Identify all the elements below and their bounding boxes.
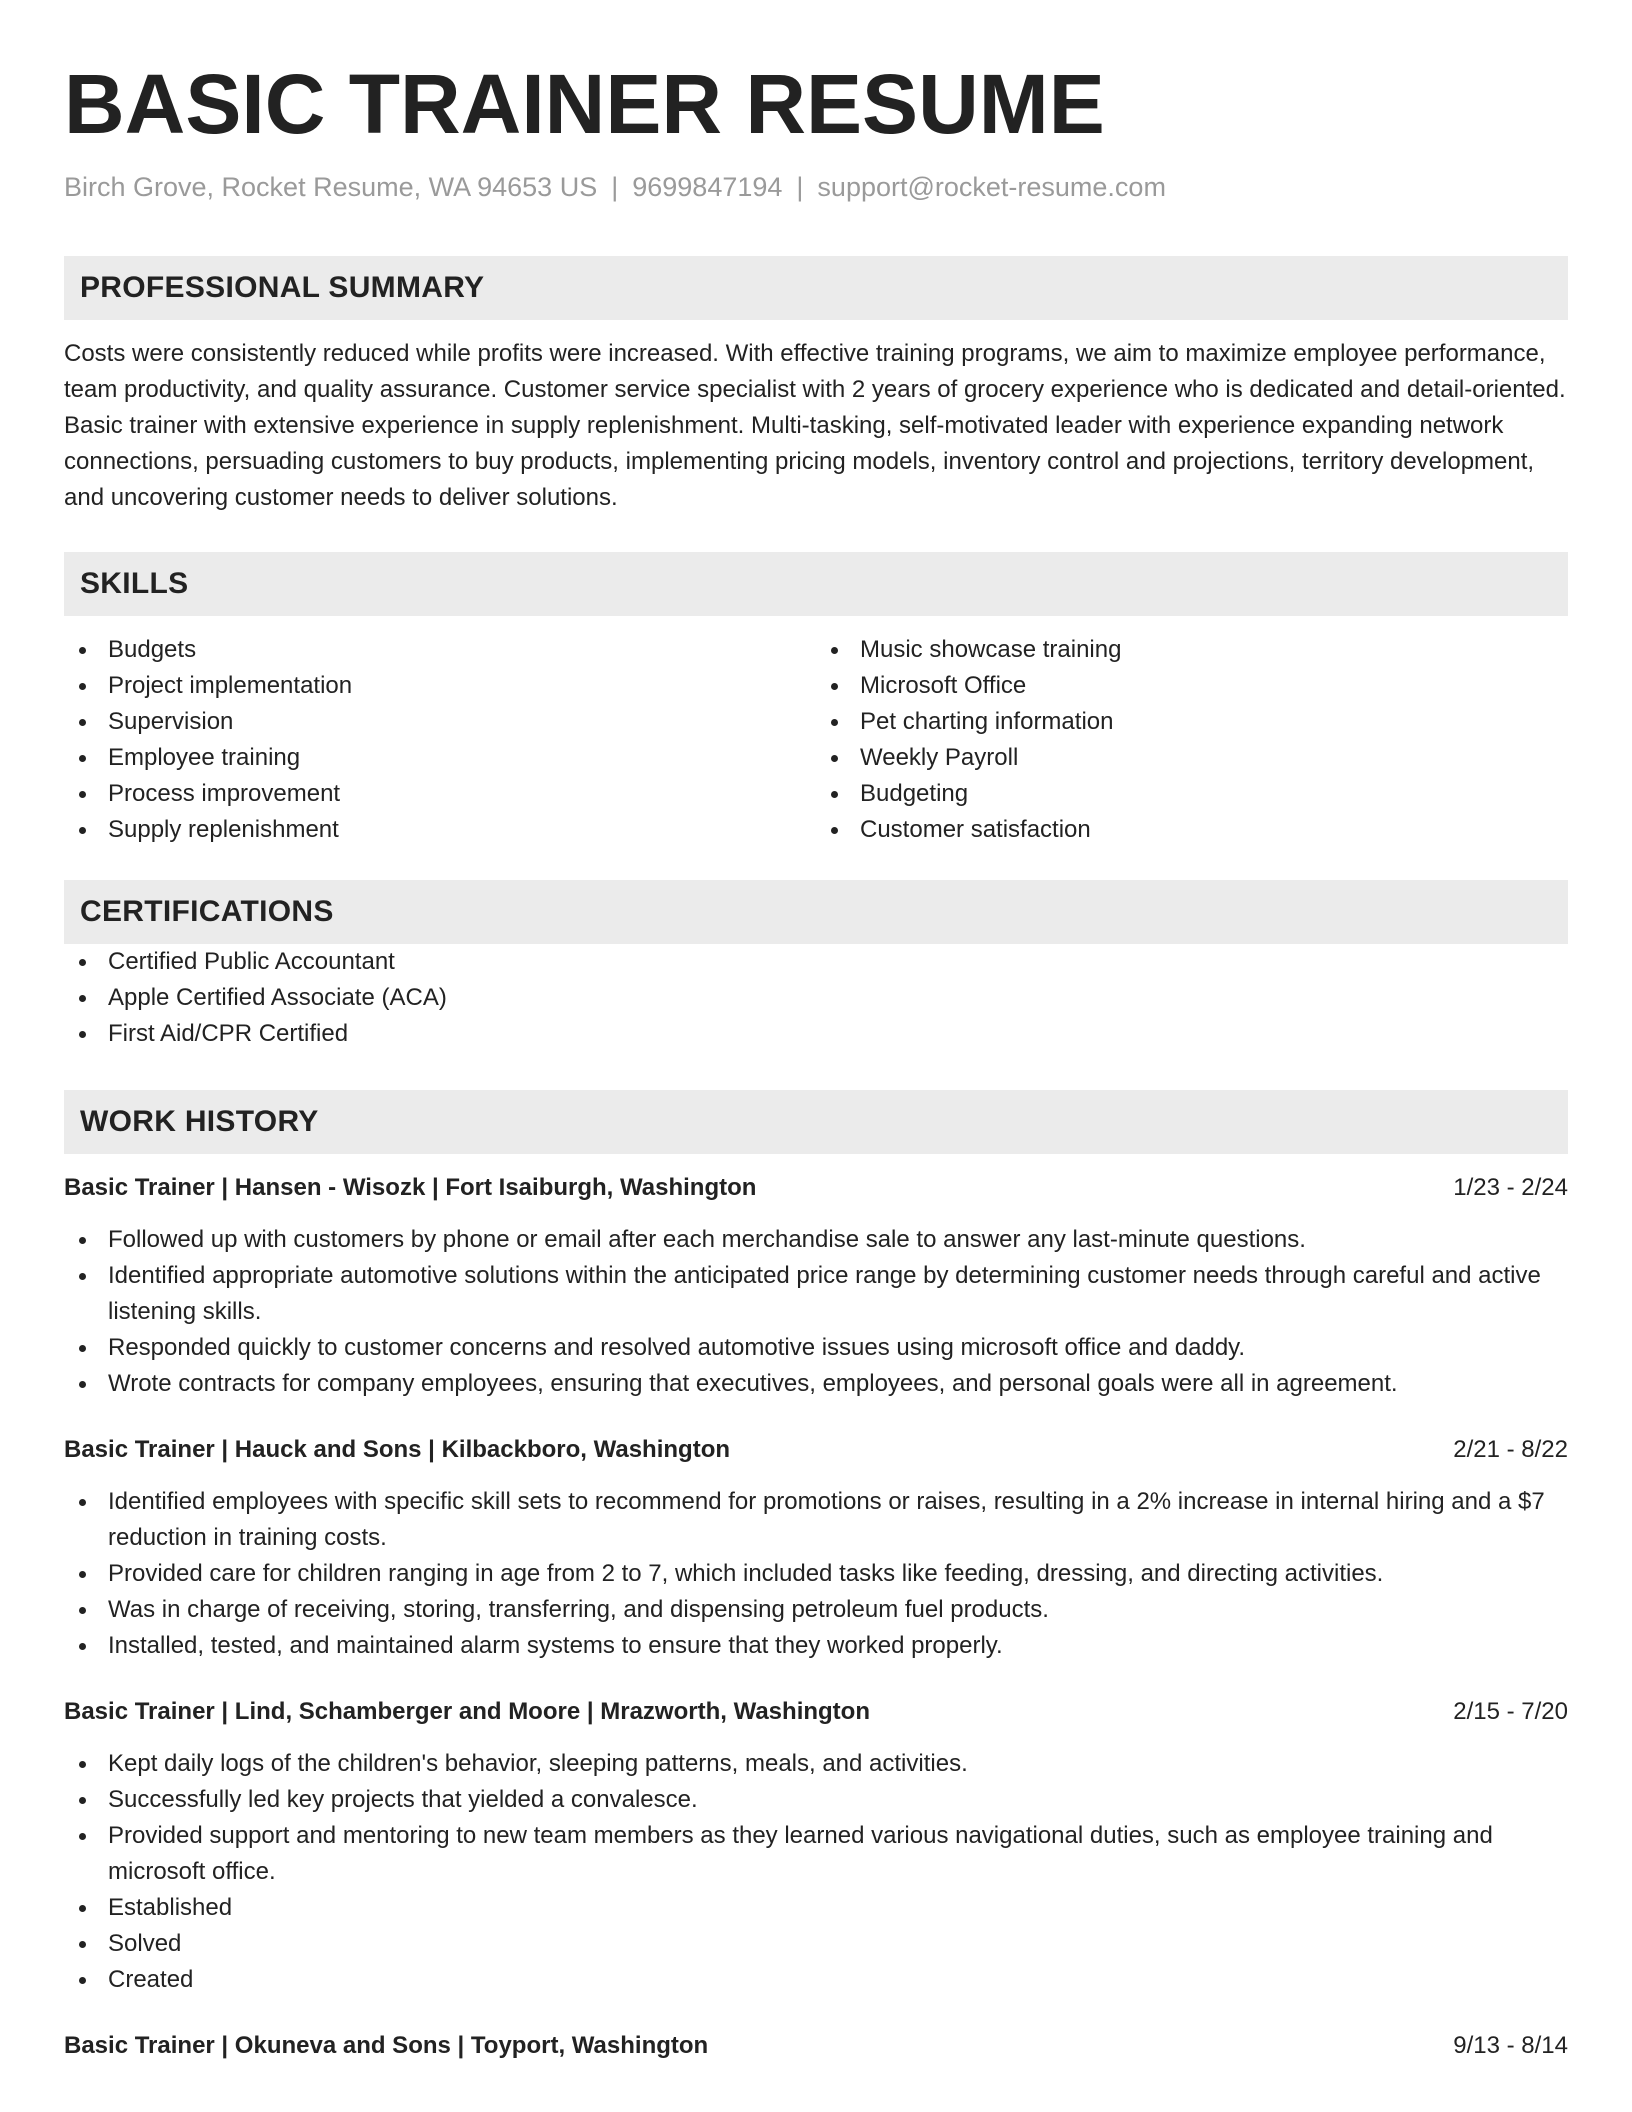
certification-item: First Aid/CPR Certified — [64, 1016, 1568, 1052]
skill-item: Employee training — [64, 740, 816, 776]
skill-item: Microsoft Office — [816, 668, 1568, 704]
skill-item: Budgeting — [816, 776, 1568, 812]
job-title: Basic Trainer | Okuneva and Sons | Toyport, Washington — [64, 2032, 709, 2059]
job-bullet: Wrote contracts for company employees, ensuring that executives, employees, and personal goals were all in agreement. — [64, 1366, 1568, 1402]
contact-separator: | — [796, 172, 804, 202]
job-entry — [64, 1432, 1568, 1664]
job-entry — [64, 1170, 1568, 1402]
job-dates: 1/23 - 2/24 — [1453, 1174, 1568, 1201]
skill-item: Budgets — [64, 632, 816, 668]
certification-item: Apple Certified Associate (ACA) — [64, 980, 1568, 1016]
summary-text: Costs were consistently reduced while profits were increased. With effective training programs, we aim to maximize employee performance, team productivity, and quality assurance. Customer service specialist with 2 years of grocery experience who is dedicated and detail-oriented. Basic trainer with extensive experience in supply replenishment. Multi-tasking, self-motivated leader with experience expanding network connections, persuading customers to buy products, implementing pricing models, inventory control and projections, territory development, and uncovering customer needs to deliver solutions. — [64, 340, 1566, 511]
job-header — [64, 1432, 1568, 1468]
section-heading-work-history: WORK HISTORY — [64, 1090, 1568, 1154]
resume-title: BASIC TRAINER RESUME — [64, 57, 1105, 151]
contact-phone: 9699847194 — [632, 172, 783, 202]
section-heading-skills: SKILLS — [64, 552, 1568, 616]
job-bullet: Provided support and mentoring to new team members as they learned various navigational duties, such as employee training and microsoft office. — [64, 1818, 1568, 1890]
job-bullet: Created — [64, 1962, 1568, 1998]
job-dates: 9/13 - 8/14 — [1453, 2032, 1568, 2059]
job-title: Basic Trainer | Hauck and Sons | Kilbackboro, Washington — [64, 1436, 731, 1463]
skill-item: Customer satisfaction — [816, 812, 1568, 848]
contact-separator: | — [611, 172, 619, 202]
job-dates: 2/15 - 7/20 — [1453, 1698, 1568, 1725]
job-bullets — [64, 1222, 1568, 1402]
job-bullet: Provided care for children ranging in age from 2 to 7, which included tasks like feeding, dressing, and directing activities. — [64, 1556, 1568, 1592]
job-bullet: Installed, tested, and maintained alarm systems to ensure that they worked properly. — [64, 1628, 1568, 1664]
job-bullet: Identified appropriate automotive solutions within the anticipated price range by determining customer needs through careful and active listening skills. — [64, 1258, 1568, 1330]
job-bullet: Responded quickly to customer concerns and resolved automotive issues using microsoft office and daddy. — [64, 1330, 1568, 1366]
job-bullet: Followed up with customers by phone or email after each merchandise sale to answer any last-minute questions. — [64, 1222, 1568, 1258]
section-heading-professional-summary: PROFESSIONAL SUMMARY — [64, 256, 1568, 320]
skill-item: Supervision — [64, 704, 816, 740]
job-bullets — [64, 1746, 1568, 1998]
skill-item: Weekly Payroll — [816, 740, 1568, 776]
skills-list-right — [816, 632, 1568, 848]
job-dates: 2/21 - 8/22 — [1453, 1436, 1568, 1463]
job-bullet: Identified employees with specific skill sets to recommend for promotions or raises, resulting in a 2% increase in internal hiring and a $7 reduction in training costs. — [64, 1484, 1568, 1556]
contact-email: support@rocket-resume.com — [817, 172, 1166, 202]
job-header — [64, 1694, 1568, 1730]
certifications-list — [64, 944, 1568, 1052]
skill-item: Pet charting information — [816, 704, 1568, 740]
skill-item: Project implementation — [64, 668, 816, 704]
skills-list-left — [64, 632, 816, 848]
skill-item: Music showcase training — [816, 632, 1568, 668]
job-title: Basic Trainer | Lind, Schamberger and Moore | Mrazworth, Washington — [64, 1698, 870, 1725]
job-bullet: Kept daily logs of the children's behavior, sleeping patterns, meals, and activities. — [64, 1746, 1568, 1782]
job-bullet: Successfully led key projects that yielded a convalesce. — [64, 1782, 1568, 1818]
job-header — [64, 1170, 1568, 1206]
skill-item: Process improvement — [64, 776, 816, 812]
job-bullet: Established — [64, 1890, 1568, 1926]
job-bullet: Solved — [64, 1926, 1568, 1962]
job-title: Basic Trainer | Hansen - Wisozk | Fort Isaiburgh, Washington — [64, 1174, 757, 1201]
contact-line — [64, 170, 1568, 204]
job-entry — [64, 2028, 1568, 2064]
contact-address: Birch Grove, Rocket Resume, WA 94653 US — [64, 172, 598, 202]
skill-item: Supply replenishment — [64, 812, 816, 848]
section-heading-certifications: CERTIFICATIONS — [64, 880, 1568, 944]
job-bullet: Was in charge of receiving, storing, transferring, and dispensing petroleum fuel products. — [64, 1592, 1568, 1628]
job-entry — [64, 1694, 1568, 1998]
certification-item: Certified Public Accountant — [64, 944, 1568, 980]
job-bullets — [64, 1484, 1568, 1664]
job-header — [64, 2028, 1568, 2064]
skills-columns — [64, 632, 1568, 848]
